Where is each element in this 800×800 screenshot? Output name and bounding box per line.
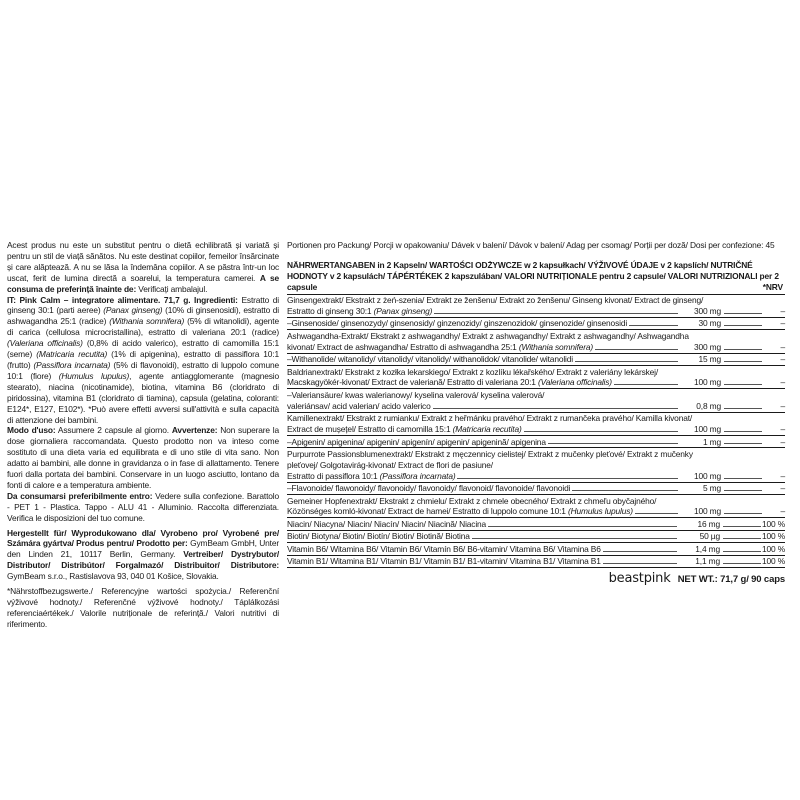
row-label-latin: (Panax ginseng) xyxy=(373,306,433,317)
ingredient-text: (5% di witanolidi), agente di carica (cellulosa microcristallina), estratto di valeriana 20:1 (radice) xyxy=(7,316,279,338)
table-row xyxy=(287,354,785,366)
row-value-line xyxy=(287,377,785,388)
ingredient-text: (1% di apigenina), estratto di passiflora 10:1 (frutto) xyxy=(7,349,279,370)
row-label-text: –Apigenin/ apigenina/ apigenin/ apigenín/ apigenin/ apigenină/ apigenina xyxy=(287,436,546,447)
table-row xyxy=(287,366,785,389)
row-value-line xyxy=(287,318,785,329)
row-amount: 1,4 mg xyxy=(695,543,720,554)
row-label-text: Estratto di ginseng 30:1 xyxy=(287,306,374,317)
leader-line xyxy=(575,361,678,362)
leader-line xyxy=(524,431,678,432)
manufacturer-text: GymBeam GmbH, Unter den Linden 21, 10117 Berlin, Germany. xyxy=(7,538,279,560)
portions-line xyxy=(287,240,785,251)
row-label-text: Macskagyökér-kivonat/ Extract de valeriană/ Estratto di valeriana 20:1 xyxy=(287,377,538,388)
italian-title: IT: Pink Calm – integratore alimentare. 71,7 g. Ingredienti: xyxy=(7,294,238,305)
row-label-line: –Valeriansäure/ kwas walerianowy/ kyselina valerová/ kyselina valerová/ xyxy=(287,389,545,400)
row-label-line: Kamillenextrakt/ Ekstrakt z rumianku/ Extrakt z heřmánku pravého/ Extrakt z rumančeka pravého/ Kamilla kivonat/ xyxy=(287,413,693,424)
row-label xyxy=(287,483,570,494)
row-nrv: – xyxy=(780,318,785,329)
brand-logo: beastpink xyxy=(608,570,671,586)
row-amount: 15 mg xyxy=(698,354,721,365)
nrv-footnote: *Nährstoffbezugswerte./ Referencyjne wartości spożycia./ Referenční výživové hodnoty./ Referenčné výživové hodnoty./ Táplálkozási referenciaértékek./ Valorile nutriționale de referință./ Valori nutritivi di riferimento. xyxy=(7,586,279,629)
warnings-label: Avvertenze: xyxy=(171,425,218,436)
portions-value: 45 xyxy=(765,240,775,250)
row-label xyxy=(287,401,431,412)
net-weight: NET WT.: 71,7 g/ 90 caps xyxy=(677,573,785,585)
leader-line xyxy=(488,526,677,527)
leader-line xyxy=(472,538,677,539)
ingredient-latin: (Humulus lupulus) xyxy=(58,370,130,381)
row-amount: 30 mg xyxy=(698,318,721,329)
row-nrv: 100 % xyxy=(762,531,785,542)
ingredient-latin: (Valeriana officinalis) xyxy=(7,338,83,349)
leader-line xyxy=(614,384,678,385)
leader-line xyxy=(724,408,762,409)
table-row xyxy=(287,295,785,318)
usage-paragraph xyxy=(7,425,279,490)
table-row xyxy=(287,556,785,568)
row-amount: 100 mg xyxy=(693,506,721,517)
row-value-line xyxy=(287,354,785,365)
best-before-label: A se consuma de preferință înainte de: xyxy=(7,272,279,294)
row-value-line xyxy=(287,342,785,353)
leader-line xyxy=(724,325,762,326)
row-nrv: – xyxy=(780,354,785,365)
table-row xyxy=(287,330,785,353)
row-label xyxy=(287,318,627,329)
row-value-line xyxy=(287,531,785,542)
ingredient-text: (0,8% di acido valerico), estratto di camomilla 15:1 (seme) xyxy=(7,338,279,360)
nutrition-header-text: NÄHRWERTANGABEN in 2 Kapseln/ WARTOŚCI ODŻYWCZE w 2 kapsułkach/ VÝŽIVOVÉ ÚDAJE v 2 kapslích/ NUTRIČNÉ HODNOTY v 2 kapsulách/ TÁPÉRTÉKEK 2 kapszulában/ VALORI NUTRIȚIONALE pentru 2 capsule/ VALORI NUTRIZIONALI per 2 capsule xyxy=(287,259,779,292)
row-label-line: Purpurrote Passionsblumenextrakt/ Ekstrakt z męczennicy cielistej/ Extrakt z mučenky pleťové/ Extrakt z mučenky xyxy=(287,448,693,459)
row-label-latin: (Matricaria recutita) xyxy=(452,424,522,435)
leader-line xyxy=(603,551,677,552)
leader-line xyxy=(724,313,762,314)
leader-line xyxy=(595,349,678,350)
row-label xyxy=(287,506,633,517)
leader-line xyxy=(724,478,762,479)
row-label-text: valeriánsav/ acid valerian/ acido valerico xyxy=(287,400,431,411)
row-nrv: – xyxy=(780,506,785,517)
row-value-line xyxy=(287,437,785,448)
table-row xyxy=(287,483,785,495)
row-nrv: 100 % xyxy=(762,518,785,529)
leader-line xyxy=(433,408,678,409)
row-label-line: Ginsengextrakt/ Ekstrakt z żeń-szenia/ Extrakt ze ženšenu/ Extrakt zo ženšenu/ Ginseng kivonat/ Extract de ginseng/ xyxy=(287,295,704,306)
row-label-text: Niacin/ Niacyna/ Niacin/ Niacín/ Niacin/ Niacină/ Niacina xyxy=(287,518,487,529)
row-label-latin: (Valeriana officinalis) xyxy=(537,377,612,388)
row-label-latin: (Withania somnifera) xyxy=(518,341,594,352)
row-nrv: – xyxy=(780,436,785,447)
row-nrv: – xyxy=(780,400,785,411)
row-label xyxy=(287,354,573,365)
nutrition-table-body xyxy=(287,295,785,568)
row-value-line xyxy=(287,556,785,567)
portions-label: Portionen pro Packung/ Porcji w opakowaniu/ Dávek v balení/ Dávok v balení/ Adag per csomag/ Porții per doză/ Dosi per confezione: xyxy=(287,240,764,250)
leader-line xyxy=(724,490,762,491)
row-label-text: Estratto di passiflora 10:1 xyxy=(287,470,380,481)
table-row xyxy=(287,531,785,543)
row-label xyxy=(287,437,546,448)
row-label xyxy=(287,424,522,435)
leader-line xyxy=(548,443,678,444)
usage-label: Modo d'uso: xyxy=(7,425,56,436)
consume-by-text: Vedere sulla confezione. Barattolo - PET 1 - Plastica. Tappo - ALU 41 - Alluminio. Raccolta differenziata. Verifica le disposizioni del tuo comune. xyxy=(7,490,279,523)
row-label-line: Gemeiner Hopfenextrakt/ Ekstrakt z chmielu/ Extrakt z chmele obecného/ Extrakt z chmeľu obyčajného/ xyxy=(287,495,657,506)
nrv-header: *NRV xyxy=(762,281,783,292)
row-nrv: – xyxy=(780,483,785,494)
row-nrv: – xyxy=(780,424,785,435)
warning-paragraph-ro xyxy=(7,240,279,295)
ingredient-text: (5% di flavonoidi), estratto di luppolo comune 10:1 (fiore) xyxy=(7,359,279,381)
row-amount: 300 mg xyxy=(693,341,721,352)
row-amount: 100 mg xyxy=(693,377,721,388)
ingredient-text: Estratto di ginseng 30:1 (parti aeree) xyxy=(7,294,279,316)
row-label xyxy=(287,544,601,555)
row-amount: 50 µg xyxy=(699,531,720,542)
row-label xyxy=(287,377,612,388)
warning-text: Acest produs nu este un substitut pentru o dietă echilibrată și variată și pentru un stil de viață sănătos. Nu este destinat copiilor, femeilor însărcinate și care alăptează. A nu se lăsa la îndemâna copiilor. A se păstra într-un loc uscat, ferit de lumina directă a soarelui, la temperatura camerei. xyxy=(7,240,279,283)
table-row xyxy=(287,543,785,555)
table-row xyxy=(287,448,785,482)
ingredient-latin: (Matricaria recutita) xyxy=(36,349,108,360)
table-row xyxy=(287,389,785,412)
table-row xyxy=(287,495,785,518)
table-row xyxy=(287,413,785,436)
row-nrv: – xyxy=(780,470,785,481)
ingredient-latin: (Passiflora incarnata) xyxy=(33,359,111,370)
leader-line xyxy=(723,551,761,552)
warnings-text: Non superare la dose giornaliera raccomandata. Questo prodotto non va inteso come sostituto di una dieta varia ed equilibrata e di uno stile di vita sano. Non adatto ai bambini, alle donne in gravidanza o in fase di allattamento. Tenere fuori dalla portata dei bambini. Conservare in un luogo asciutto, lontano da fonti di calore e a temperatura ambiente. xyxy=(7,425,279,490)
row-value-line xyxy=(287,471,785,482)
distributor-text: GymBeam s.r.o., Rastislavova 93, 040 01 Košice, Slovakia. xyxy=(7,571,219,582)
row-label-latin: (Passiflora incarnata) xyxy=(379,470,456,481)
nutrition-table-header xyxy=(287,260,785,295)
row-label-text: Vitamin B6/ Witamina B6/ Vitamin B6/ Vitamín B6/ B6-vitamin/ Vitamina B6/ Vitamina B6 xyxy=(287,543,601,554)
row-label xyxy=(287,531,470,542)
row-label-text: –Withanolide/ witanolidy/ vitanolidy/ vitanolidy/ withanolidok/ vitanolide/ witanolidi xyxy=(287,354,573,365)
row-value-line xyxy=(287,306,785,317)
row-label-text: –Flavonoide/ flawonoidy/ flavonoidy/ flavonoidy/ flavonoid/ flavonoide/ flavonoidi xyxy=(287,483,571,494)
nutrition-table-column xyxy=(287,240,785,586)
ingredient-text: , agente antiagglomerante (magnesio stearato), niacina (nicotinamide), biotina, vitamina B6 (cloridrato di piridossina), vitamina B1 (cloridrato di tiamina), capsula (gelatina, coloranti: E124*, E127, E102*). *Può avere effetti avversi sull'attività e sulla capacità di attenzione dei bambini. xyxy=(7,370,279,425)
row-amount: 1 mg xyxy=(702,436,721,447)
row-label-text: –Ginsenoside/ ginsenozydy/ ginsenosidy/ ginzenozidy/ ginszenozidok/ ginsenozide/ ginsenosidi xyxy=(287,318,628,329)
table-row xyxy=(287,518,785,530)
row-amount: 0,8 mg xyxy=(696,400,721,411)
row-value-line xyxy=(287,424,785,435)
row-label-text: Extract de mușețel/ Estratto di camomilla 15:1 xyxy=(287,424,453,435)
row-label-text: Vitamin B1/ Witamina B1/ Vitamin B1/ Vitamín B1/ B1-vitamin/ Vitamina B1/ Vitamina B1 xyxy=(287,556,601,567)
leader-line xyxy=(724,513,762,514)
row-label-text: Biotin/ Biotyna/ Biotin/ Biotín/ Biotin/ Biotină/ Biotina xyxy=(287,531,470,542)
leader-line xyxy=(603,563,677,564)
row-label-line: Ashwagandha-Extrakt/ Ekstrakt z ashwagandhy/ Extrakt z ashwagandhy/ Extrakt z ashwagandhy/ Ashwagandha xyxy=(287,330,689,341)
table-row xyxy=(287,318,785,330)
row-value-line xyxy=(287,519,785,530)
manufacturer-paragraph xyxy=(7,528,279,583)
italian-ingredients xyxy=(7,295,279,426)
leader-line xyxy=(629,325,678,326)
row-nrv: – xyxy=(780,377,785,388)
row-amount: 16 mg xyxy=(697,518,720,529)
distributor-label: Vertreiber/ Dystrybutor/ Distributor/ Distribútor/ Forgalmazó/ Distribuitor/ Distributore: xyxy=(7,549,279,571)
leader-line xyxy=(723,526,761,527)
row-value-line xyxy=(287,544,785,555)
row-label-text: kivonat/ Extract de ashwagandha/ Estratto di ashwagandha 25:1 xyxy=(287,341,519,352)
table-row xyxy=(287,436,785,448)
row-label-latin: (Humulus lupulus) xyxy=(567,506,633,517)
leader-line xyxy=(723,538,761,539)
leader-line xyxy=(635,513,678,514)
ingredient-latin: (Withania somnifera) xyxy=(109,316,185,327)
row-label xyxy=(287,471,455,482)
leader-line xyxy=(723,563,761,564)
row-nrv: 100 % xyxy=(762,543,785,554)
manufacturer-label: Hergestellt für/ Wyprodukowano dla/ Vyrobeno pro/ Vyrobené pre/ Számára gyártva/ Produs pentru/ Prodotto per: xyxy=(7,527,279,549)
row-value-line xyxy=(287,506,785,517)
leader-line xyxy=(457,478,678,479)
row-label xyxy=(287,306,432,317)
row-label xyxy=(287,519,486,530)
row-amount: 1,1 mg xyxy=(695,556,720,567)
row-nrv: – xyxy=(780,341,785,352)
leader-line xyxy=(724,384,762,385)
consume-by-label: Da consumarsi preferibilmente entro: xyxy=(7,490,153,501)
ingredient-text: (10% di ginsenosidi), estratto di ashwagandha 25:1 (radice) xyxy=(7,305,279,327)
usage-text: Assumere 2 capsule al giorno. xyxy=(57,425,169,436)
leader-line xyxy=(724,431,762,432)
leader-line xyxy=(434,313,678,314)
row-value-line xyxy=(287,401,785,412)
row-amount: 100 mg xyxy=(693,424,721,435)
row-amount: 100 mg xyxy=(693,470,721,481)
row-nrv: – xyxy=(780,306,785,317)
best-before-text: Verificați ambalajul. xyxy=(138,283,208,294)
row-label-line: pleťovej/ Golgotavirág-kivonat/ Extract de flori de pasiune/ xyxy=(287,459,493,470)
leader-line xyxy=(724,349,762,350)
consume-by-paragraph xyxy=(7,491,279,524)
row-label xyxy=(287,556,601,567)
row-label-text: Közönséges komló-kivonat/ Extract de hamei/ Estratto di luppolo comune 10:1 xyxy=(287,506,568,517)
leader-line xyxy=(724,361,762,362)
left-text-column xyxy=(7,240,279,630)
leader-line xyxy=(572,490,678,491)
brand-line xyxy=(287,570,785,586)
row-nrv: 100 % xyxy=(762,556,785,567)
row-label-line: Baldrianextrakt/ Ekstrakt z kozłka lekarskiego/ Extrakt z kozlíku lékařského/ Extrakt z valeriány lekárskej/ xyxy=(287,366,659,377)
leader-line xyxy=(724,443,762,444)
row-amount: 300 mg xyxy=(693,306,721,317)
ingredient-latin: (Panax ginseng) xyxy=(103,305,163,316)
row-amount: 5 mg xyxy=(702,483,721,494)
row-value-line xyxy=(287,483,785,494)
row-label xyxy=(287,342,593,353)
